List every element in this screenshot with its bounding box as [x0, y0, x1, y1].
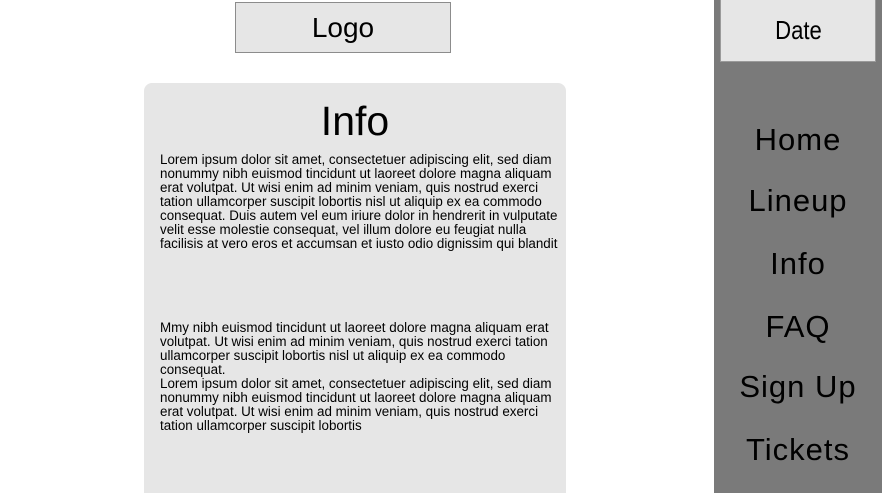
logo[interactable] — [235, 2, 451, 53]
nav-item-faq[interactable]: FAQ — [765, 309, 831, 344]
nav-item-lineup[interactable]: Lineup — [748, 183, 848, 218]
info-title: Info — [320, 98, 390, 144]
nav-item-info[interactable]: Info — [770, 246, 826, 281]
nav-item-home[interactable]: Home — [754, 122, 842, 157]
nav-item-tickets[interactable]: Tickets — [745, 432, 851, 467]
date-label: Date — [774, 15, 822, 45]
logo-label: Logo — [311, 11, 375, 43]
date-box — [720, 0, 876, 62]
nav-item-sign-up[interactable]: Sign Up — [739, 369, 857, 404]
info-paragraph-2: Mmy nibh euismod tincidunt ut laoreet dolore magna aliquam erat volutpat. Ut wisi enim ad minim veniam, quis nostrud exerci tation ullamcorper suscipit lobortis nisl ut aliquip ex ea commodo consequat. Lorem ipsum dolor sit amet, consectetuer adipiscing elit, sed diam nonummy nibh euismod tincidunt ut laoreet dolore magna aliquam erat volutpat. Ut wisi enim ad minim veniam, quis nostrud exerci tation ullamcorper suscipit lobortis — [160, 320, 552, 433]
info-card — [144, 83, 566, 493]
info-paragraph-1: Lorem ipsum dolor sit amet, consectetuer adipiscing elit, sed diam nonummy nibh euismod tincidunt ut laoreet dolore magna aliquam erat volutpat. Ut wisi enim ad minim veniam, quis nostrud exerci tation ullamcorper suscipit lobortis nisl ut aliquip ex ea commodo consequat. Duis autem vel eum iriure dolor in hendrerit in vulputate velit esse molestie consequat, vel illum dolore eu feugiat nulla facilisis at vero eros et accumsan et iusto odio dignissim qui blandit — [160, 152, 558, 251]
